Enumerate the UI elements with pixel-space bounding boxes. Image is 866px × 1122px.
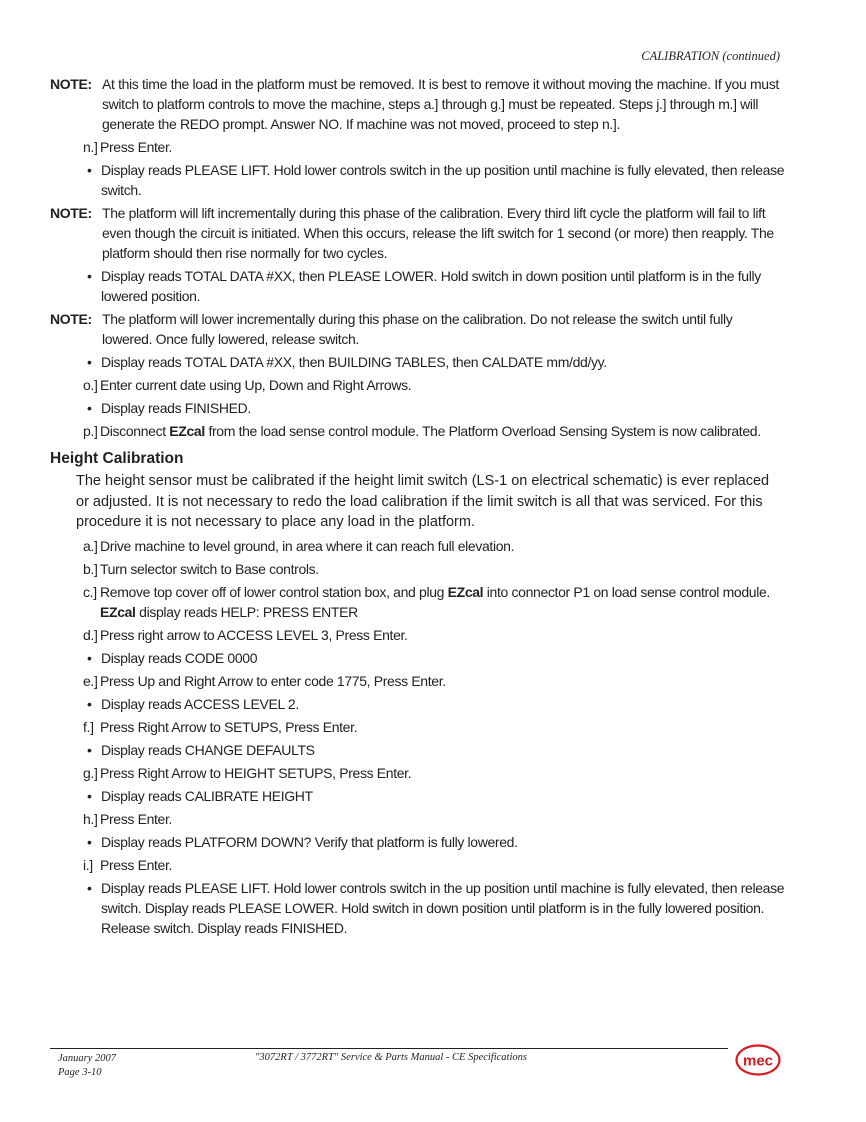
step-text-pre: Remove top cover off of lower control station box, and plug bbox=[100, 583, 448, 600]
bullet-access-level bbox=[50, 694, 785, 714]
bullet-text: Display reads CALIBRATE HEIGHT bbox=[101, 787, 313, 804]
step-h bbox=[50, 809, 785, 829]
bullet-total-data-lower bbox=[50, 266, 785, 306]
step-p bbox=[50, 421, 785, 441]
bullet-text: Display reads TOTAL DATA #XX, then PLEASE LOWER. Hold switch in down position until platform is in the fully lowered position. bbox=[101, 268, 761, 304]
note-text: At this time the load in the platform must be removed. It is best to remove it without moving the machine. If you must switch to platform controls to move the machine, steps a.] through g.] must be repeated. Steps j.] through m.] will generate the REDO prompt. Answer NO. If machine was not moved, proceed to step n.]. bbox=[102, 76, 779, 132]
step-text: Press Enter. bbox=[100, 856, 173, 873]
footer-date-page bbox=[58, 1052, 116, 1080]
bullet-please-lift bbox=[50, 160, 785, 200]
footer-date: January 2007 bbox=[58, 1053, 117, 1064]
bullet-dot: • bbox=[87, 833, 92, 850]
step-text: Drive machine to level ground, in area where it can reach full elevation. bbox=[100, 537, 515, 554]
bullet-dot: • bbox=[87, 354, 92, 370]
step-text: Press Enter. bbox=[100, 810, 173, 827]
ezcal-keyword: EZcal bbox=[100, 603, 136, 620]
step-label: d.] bbox=[83, 626, 98, 643]
step-a bbox=[50, 536, 785, 556]
step-text: Turn selector switch to Base controls. bbox=[100, 560, 319, 577]
bullet-lift-lower-finished bbox=[50, 878, 785, 938]
bullet-dot: • bbox=[87, 400, 92, 416]
bullet-text: Display reads FINISHED. bbox=[101, 400, 251, 416]
step-n bbox=[50, 137, 785, 157]
step-text: Press Enter. bbox=[100, 139, 173, 155]
bullet-text: Display reads CHANGE DEFAULTS bbox=[101, 741, 315, 758]
bullet-text: Display reads PLEASE LIFT. Hold lower controls switch in the up position until machine is fully elevated, then release switch. bbox=[101, 162, 785, 198]
step-text: Press Right Arrow to HEIGHT SETUPS, Press Enter. bbox=[100, 764, 412, 781]
step-text-mid: into connector P1 on load sense control module. bbox=[483, 583, 770, 600]
bullet-dot: • bbox=[87, 162, 92, 178]
section-title-height-calibration: Height Calibration bbox=[50, 450, 184, 467]
note-text: The platform will lift incrementally during this phase of the calibration. Every third lift cycle the platform will fail to lift even though the circuit is initiated. When this occurs, release the lift switch for 1 second (or more) then reapply. The platform should then rise normally for two cycles. bbox=[102, 205, 774, 261]
bullet-code bbox=[50, 648, 785, 668]
step-label: g.] bbox=[83, 764, 98, 781]
step-label: n.] bbox=[83, 139, 98, 155]
bullet-platform-down bbox=[50, 832, 785, 852]
footer-divider bbox=[50, 1048, 728, 1049]
step-label: f.] bbox=[83, 718, 94, 735]
bullet-dot: • bbox=[87, 787, 92, 804]
footer-manual-title: "3072RT / 3772RT" Service & Parts Manual - CE Specifications bbox=[255, 1052, 527, 1063]
running-header: CALIBRATION (continued) bbox=[641, 49, 780, 63]
height-intro-paragraph: The height sensor must be calibrated if the height limit switch (LS-1 on electrical schematic) is ever replaced or adjusted. It is not necessary to redo the load calibration if the limit switch is all that was serviced. For this procedure it is not necessary to place any load in the platform. bbox=[76, 473, 770, 530]
step-label: h.] bbox=[83, 810, 98, 827]
bullet-building-tables bbox=[50, 352, 785, 372]
step-i bbox=[50, 855, 785, 875]
note-load-removal bbox=[50, 74, 785, 134]
note-label: NOTE: bbox=[50, 205, 92, 221]
ezcal-keyword: EZcal bbox=[169, 423, 205, 439]
note-text: The platform will lower incrementally during this phase on the calibration. Do not release the switch until fully lowered. Once fully lowered, release switch. bbox=[102, 311, 733, 347]
bullet-calibrate-height bbox=[50, 786, 785, 806]
step-label: o.] bbox=[83, 377, 98, 393]
page-content bbox=[50, 74, 785, 938]
bullet-dot: • bbox=[87, 695, 92, 712]
step-label: i.] bbox=[83, 856, 93, 873]
step-text: Press right arrow to ACCESS LEVEL 3, Press Enter. bbox=[100, 626, 408, 643]
step-text: Press Up and Right Arrow to enter code 1775, Press Enter. bbox=[100, 672, 446, 689]
note-lower-incremental bbox=[50, 309, 785, 349]
bullet-text: Display reads CODE 0000 bbox=[101, 649, 258, 666]
step-g bbox=[50, 763, 785, 783]
bullet-text: Display reads PLATFORM DOWN? Verify that platform is fully lowered. bbox=[101, 833, 518, 850]
footer-page-number: Page 3-10 bbox=[58, 1067, 102, 1078]
step-text-pre: Disconnect bbox=[100, 423, 170, 439]
step-d bbox=[50, 625, 785, 645]
note-lift-incremental bbox=[50, 203, 785, 263]
note-label: NOTE: bbox=[50, 76, 92, 92]
bullet-text: Display reads TOTAL DATA #XX, then BUILDING TABLES, then CALDATE mm/dd/yy. bbox=[101, 354, 607, 370]
bullet-dot: • bbox=[87, 741, 92, 758]
logo-text: mec bbox=[742, 1052, 774, 1070]
step-c bbox=[50, 582, 785, 622]
step-text-post: from the load sense control module. The Platform Overload Sensing System is now calibrated. bbox=[204, 423, 761, 439]
step-f bbox=[50, 717, 785, 737]
step-text: Press Right Arrow to SETUPS, Press Enter. bbox=[100, 718, 358, 735]
ezcal-keyword: EZcal bbox=[447, 583, 484, 600]
bullet-change-defaults bbox=[50, 740, 785, 760]
step-b bbox=[50, 559, 785, 579]
step-text: Enter current date using Up, Down and Right Arrows. bbox=[100, 377, 412, 393]
step-label: e.] bbox=[83, 672, 98, 689]
bullet-text: Display reads ACCESS LEVEL 2. bbox=[101, 695, 299, 712]
step-label: c.] bbox=[83, 583, 97, 600]
mec-logo-icon bbox=[735, 1044, 781, 1076]
step-o bbox=[50, 375, 785, 395]
step-text-post: display reads HELP: PRESS ENTER bbox=[135, 603, 358, 620]
step-e bbox=[50, 671, 785, 691]
step-label: a.] bbox=[83, 537, 98, 554]
bullet-dot: • bbox=[87, 879, 92, 896]
bullet-dot: • bbox=[87, 268, 92, 284]
bullet-dot: • bbox=[87, 649, 92, 666]
step-label: p.] bbox=[83, 423, 98, 439]
bullet-finished bbox=[50, 398, 785, 418]
bullet-text: Display reads PLEASE LIFT. Hold lower controls switch in the up position until machine is fully elevated, then release switch. Display reads PLEASE LOWER. Hold switch in down position until platform is in the fully lowered position. Release switch. Display reads FINISHED. bbox=[101, 879, 785, 936]
note-label: NOTE: bbox=[50, 311, 92, 327]
step-label: b.] bbox=[83, 560, 98, 577]
